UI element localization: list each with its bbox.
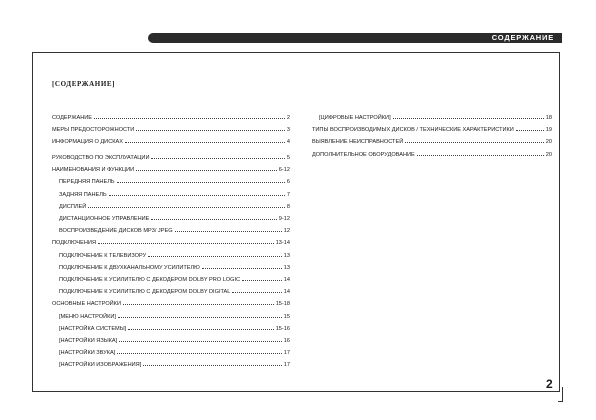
toc-entry <box>52 286 290 298</box>
toc-entry-page: 15-18 <box>275 301 290 308</box>
toc-entry-page: 15-16 <box>275 325 290 332</box>
toc-entry-page: 8 <box>286 203 290 210</box>
toc-entry-title: ДИСПЛЕЙ <box>59 203 87 210</box>
toc-entry-title: [НАСТРОЙКИ ЗВУКА] <box>59 350 116 357</box>
toc-entry <box>52 298 290 310</box>
toc-leader-dots <box>98 239 274 244</box>
toc-leader-dots <box>148 252 282 257</box>
toc-entry-title: ДИСТАНЦИОННОЕ УПРАВЛЕНИЕ <box>59 216 150 222</box>
toc-entry <box>52 323 290 335</box>
toc-entry-page: 4 <box>286 139 290 146</box>
toc-entry-page: 9-12 <box>278 216 290 222</box>
toc-leader-dots <box>151 215 276 220</box>
toc-leader-dots <box>118 313 282 318</box>
toc-entry-page: 14 <box>283 276 290 283</box>
toc-entry-title: ПОДКЛЮЧЕНИЕ К ДВУХКАНАЛЬНОМУ УСИЛИТЕЛЮ <box>59 264 200 271</box>
toc-leader-dots <box>136 126 285 131</box>
toc-entry-page: 6-12 <box>278 167 290 174</box>
toc-entry-title: ВЫЯВЛЕНИЕ НЕИСПРАВНОСТЕЙ <box>312 139 404 146</box>
toc-entry-page: 5 <box>286 155 290 162</box>
toc-entry <box>52 124 290 136</box>
page-number: 2 <box>546 377 553 391</box>
toc-entry <box>52 335 290 347</box>
toc-entry-page: 20 <box>545 139 552 146</box>
toc-entry-title: ОСНОВНЫЕ НАСТРОЙКИ <box>52 301 121 308</box>
toc-entry <box>312 136 552 148</box>
header-title: СОДЕРЖАНИЕ <box>491 33 554 42</box>
toc-leader-dots <box>516 126 544 131</box>
toc-leader-dots <box>393 114 544 119</box>
toc-leader-dots <box>117 349 281 354</box>
toc-entry <box>52 152 290 164</box>
toc-entry-page: 16 <box>283 337 290 344</box>
toc-entry-title: ПОДКЛЮЧЕНИЕ К ТЕЛЕВИЗОРУ <box>59 252 147 259</box>
toc-leader-dots <box>136 166 277 171</box>
toc-leader-dots <box>117 178 285 183</box>
toc-entry-page: 13 <box>283 252 290 259</box>
toc-entry-page: 17 <box>283 350 290 357</box>
toc-entry <box>52 347 290 359</box>
toc-entry-page: 20 <box>545 151 552 158</box>
toc-leader-dots <box>202 264 282 269</box>
toc-entry-title: [ЦИФРОВЫЕ НАСТРОЙКИ] <box>319 115 391 121</box>
toc-leader-dots <box>125 138 285 143</box>
page-corner-mark <box>558 387 563 402</box>
toc-entry <box>52 213 290 225</box>
toc-entry-title: ПОДКЛЮЧЕНИЯ <box>52 240 96 247</box>
toc-entry-title: МЕРЫ ПРЕДОСТОРОЖНОСТИ <box>52 127 135 134</box>
toc-entry-page: 17 <box>283 362 290 369</box>
toc-entry <box>52 262 290 274</box>
toc-entry-title: [НАСТРОЙКА СИСТЕМЫ] <box>59 325 127 332</box>
toc-entry-title: ПОДКЛЮЧЕНИЕ К УСИЛИТЕЛЮ С ДЕКОДЕРОМ DOLBY PRO LOGIC <box>59 276 241 283</box>
toc-entry-title: ПЕРЕДНЯЯ ПАНЕЛЬ <box>59 179 115 186</box>
toc-leader-dots <box>232 288 281 293</box>
toc-entry <box>52 311 290 323</box>
toc-entry-title: ИНФОРМАЦИЯ О ДИСКАХ <box>52 139 123 146</box>
toc-entry <box>312 149 552 161</box>
toc-entry <box>52 112 290 124</box>
toc-leader-dots <box>175 227 282 232</box>
toc-leader-dots <box>88 203 285 208</box>
toc-entry-page: 13-14 <box>275 240 290 247</box>
toc-entry <box>52 250 290 262</box>
toc-entry <box>52 164 290 176</box>
toc-entry-page: 3 <box>286 127 290 134</box>
header-bar <box>148 33 562 43</box>
toc-entry <box>312 124 552 136</box>
toc-entry-title: ВОСПРОИЗВЕДЕНИЕ ДИСКОВ MP3/ JPEG <box>59 228 173 235</box>
toc-entry <box>52 201 290 213</box>
toc-leader-dots <box>151 154 284 159</box>
toc-leader-dots <box>123 300 274 305</box>
toc-entry-title: [НАСТРОЙКИ ЯЗЫКА] <box>59 337 118 344</box>
toc-entry-title: СОДЕРЖАНИЕ <box>52 115 93 121</box>
toc-entry <box>52 225 290 237</box>
toc-leader-dots <box>109 191 285 196</box>
toc-leader-dots <box>417 151 544 156</box>
toc-entry <box>52 274 290 286</box>
toc-entry-title: НАИМЕНОВАНИЯ И ФУНКЦИИ <box>52 167 135 174</box>
toc-entry-page: 15 <box>283 313 290 320</box>
toc-leader-dots <box>242 276 282 281</box>
toc-leader-dots <box>94 114 285 119</box>
toc-entry-page: 18 <box>545 115 552 121</box>
toc-entry <box>52 136 290 148</box>
toc-entry <box>52 189 290 201</box>
toc-entry-title: РУКОВОДСТВО ПО ЭКСПЛУАТАЦИИ <box>52 155 150 162</box>
toc-entry <box>52 359 290 371</box>
toc-entry <box>312 112 552 124</box>
toc-leader-dots <box>128 325 273 330</box>
toc-entry-title: ПОДКЛЮЧЕНИЕ К УСИЛИТЕЛЮ С ДЕКОДЕРОМ DOLBY DIGITAL <box>59 289 231 296</box>
toc-entry-title: [НАСТРОЙКИ ИЗОБРАЖЕНИЯ] <box>59 362 142 369</box>
toc-entry-page: 12 <box>283 228 290 235</box>
toc-leader-dots <box>143 361 281 366</box>
toc-entry-page: 14 <box>283 289 290 296</box>
toc-right-column <box>312 112 552 161</box>
toc-entry-page: 2 <box>286 115 290 121</box>
toc-leader-dots <box>405 138 544 143</box>
toc-entry-title: ЗАДНЯЯ ПАНЕЛЬ <box>59 191 107 198</box>
toc-entry <box>52 237 290 249</box>
toc-entry-title: [МЕНЮ НАСТРОЙКИ] <box>59 313 116 320</box>
toc-entry <box>52 176 290 188</box>
toc-entry-title: ДОПОЛНИТЕЛЬНОЕ ОБОРУДОВАНИЕ <box>312 151 415 158</box>
toc-entry-page: 6 <box>286 179 290 186</box>
toc-leader-dots <box>119 337 282 342</box>
section-label: [СОДЕРЖАНИЕ] <box>52 80 116 88</box>
toc-entry-page: 19 <box>545 127 552 134</box>
toc-entry-page: 13 <box>283 264 290 271</box>
toc-left-column <box>52 112 290 371</box>
toc-entry-title: ТИПЫ ВОСПРОИЗВОДИМЫХ ДИСКОВ / ТЕХНИЧЕСКИЕ ХАРАКТЕРИСТИКИ <box>312 127 514 134</box>
toc-entry-page: 7 <box>286 191 290 198</box>
